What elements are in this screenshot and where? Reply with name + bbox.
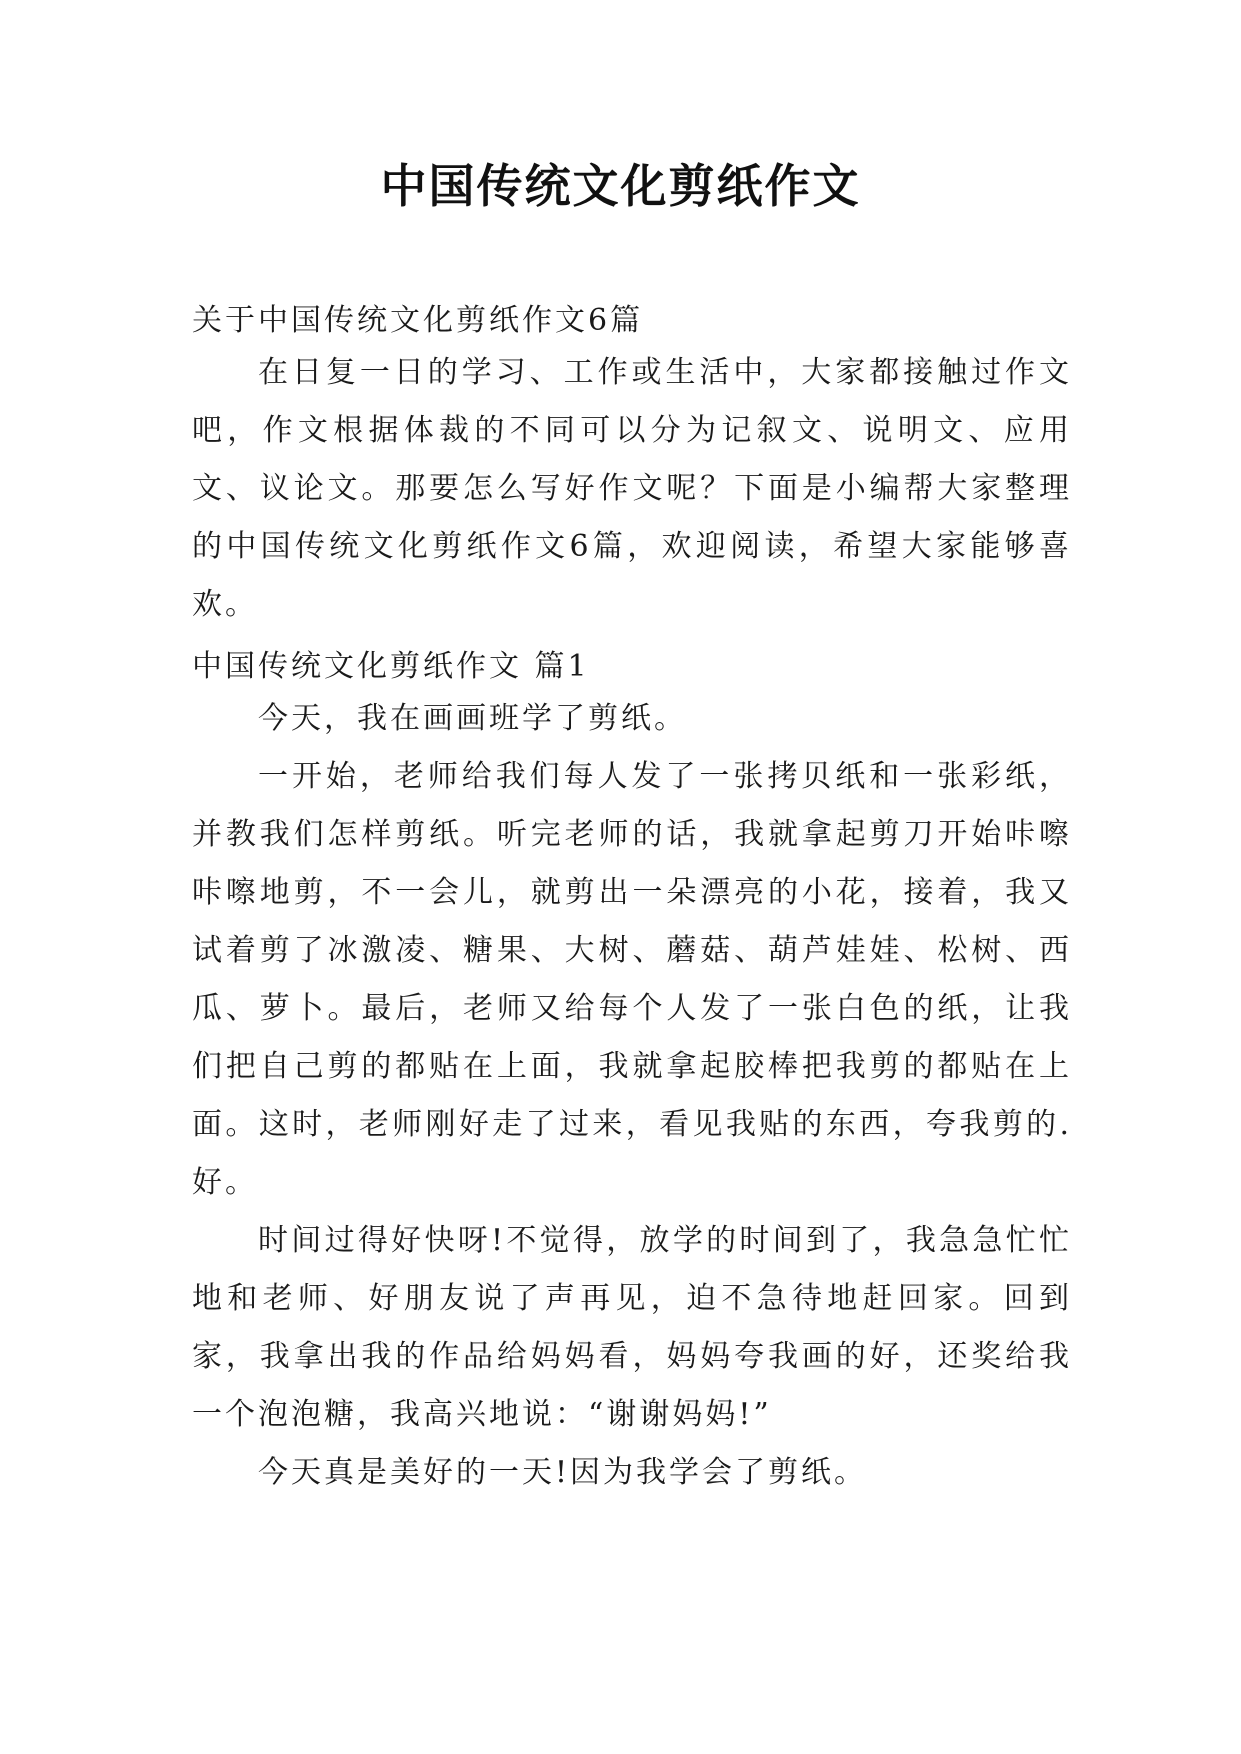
- intro-body: [192, 344, 1072, 634]
- section-1-paragraph: 今天真是美好的一天!因为我学会了剪纸。: [258, 1455, 868, 1490]
- section-1-paragraph: 一开始，老师给我们每人发了一张拷贝纸和一张彩纸，并教我们怎样剪纸。听完老师的话，我就拿起剪刀开始咔嚓咔嚓地剪，不一会儿，就剪出一朵漂亮的小花，接着，我又试着剪了冰激凌、糖果、大树、蘑菇、葫芦娃娃、松树、西瓜、萝卜。最后，老师又给每个人发了一张白色的纸，让我们把自己剪的都贴在上面，我就拿起胶棒把我剪的都贴在上面。这时，老师刚好走了过来，看见我贴的东西，夸我剪的.好。: [192, 759, 1072, 1200]
- intro-paragraph: 在日复一日的学习、工作或生活中，大家都接触过作文吧，作文根据体裁的不同可以分为记叙文、说明文、应用文、议论文。那要怎么写好作文呢？下面是小编帮大家整理的中国传统文化剪纸作文6篇，欢迎阅读，希望大家能够喜欢。: [192, 355, 1072, 622]
- section-1-paragraph: 今天，我在画画班学了剪纸。: [258, 701, 687, 736]
- intro-heading: 关于中国传统文化剪纸作文6篇: [192, 303, 644, 338]
- section-1-body: [192, 690, 1072, 1502]
- document-title: 中国传统文化剪纸作文: [380, 159, 861, 213]
- section-1-paragraph: 时间过得好快呀!不觉得，放学的时间到了，我急急忙忙地和老师、好朋友说了声再见，迫不急待地赶回家。回到家，我拿出我的作品给妈妈看，妈妈夸我画的好，还奖给我一个泡泡糖，我高兴地说：“谢谢妈妈!”: [192, 1223, 1072, 1432]
- section-1-heading: 中国传统文化剪纸作文 篇1: [192, 649, 590, 684]
